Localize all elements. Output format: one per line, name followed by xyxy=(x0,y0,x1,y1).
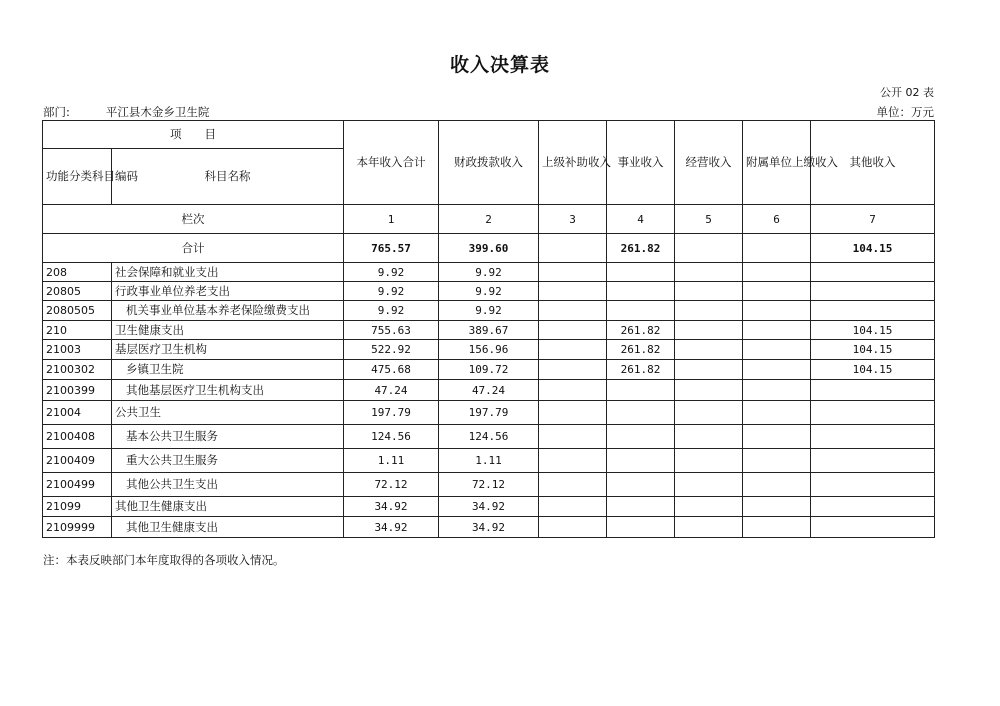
row-value xyxy=(743,517,811,538)
row-value: 124.56 xyxy=(439,425,539,449)
row-value xyxy=(811,473,935,497)
row-name: 其他公共卫生支出 xyxy=(112,473,344,497)
table-row xyxy=(43,301,935,321)
header-col-7: 其他收入 xyxy=(811,121,935,205)
column-number: 6 xyxy=(743,205,811,234)
row-value: 9.92 xyxy=(439,282,539,301)
total-value: 399.60 xyxy=(439,234,539,263)
row-value xyxy=(607,517,675,538)
header-name: 科目名称 xyxy=(112,149,344,205)
row-value xyxy=(743,425,811,449)
row-value: 1.11 xyxy=(439,449,539,473)
row-value xyxy=(811,301,935,321)
row-value xyxy=(607,425,675,449)
row-value xyxy=(675,380,743,401)
row-value xyxy=(743,301,811,321)
row-value xyxy=(811,425,935,449)
row-value xyxy=(743,263,811,282)
row-value xyxy=(743,497,811,517)
page-title: 收入决算表 xyxy=(449,54,550,76)
row-value: 755.63 xyxy=(344,321,439,340)
row-value xyxy=(743,473,811,497)
table-row xyxy=(43,425,935,449)
header-col-1: 本年收入合计 xyxy=(344,121,439,205)
header-col-6: 附属单位上缴收入 xyxy=(743,121,811,205)
row-value xyxy=(539,263,607,282)
table-row xyxy=(43,517,935,538)
row-value xyxy=(539,301,607,321)
row-value xyxy=(675,517,743,538)
row-code: 2109999 xyxy=(43,517,112,538)
department-value: 平江县木金乡卫生院 xyxy=(105,105,210,119)
unit-label: 单位：万元 xyxy=(876,105,934,119)
row-value xyxy=(811,497,935,517)
column-number: 5 xyxy=(675,205,743,234)
table-row xyxy=(43,497,935,517)
row-value xyxy=(607,449,675,473)
row-name: 基本公共卫生服务 xyxy=(112,425,344,449)
row-value: 9.92 xyxy=(344,301,439,321)
row-value xyxy=(675,321,743,340)
column-number: 7 xyxy=(811,205,935,234)
row-value: 197.79 xyxy=(344,401,439,425)
table-row xyxy=(43,321,935,340)
row-value xyxy=(607,301,675,321)
row-value xyxy=(607,263,675,282)
row-code: 2100302 xyxy=(43,360,112,380)
row-name: 卫生健康支出 xyxy=(112,321,344,340)
row-value: 34.92 xyxy=(439,497,539,517)
row-value: 261.82 xyxy=(607,321,675,340)
row-code: 21004 xyxy=(43,401,112,425)
column-number: 1 xyxy=(344,205,439,234)
row-value xyxy=(743,380,811,401)
row-value: 522.92 xyxy=(344,340,439,360)
table-row xyxy=(43,340,935,360)
row-code: 210 xyxy=(43,321,112,340)
row-code: 208 xyxy=(43,263,112,282)
row-value xyxy=(743,401,811,425)
row-value: 104.15 xyxy=(811,340,935,360)
row-value: 104.15 xyxy=(811,321,935,340)
row-name: 基层医疗卫生机构 xyxy=(112,340,344,360)
total-value: 104.15 xyxy=(811,234,935,263)
row-value xyxy=(539,282,607,301)
row-name: 机关事业单位基本养老保险缴费支出 xyxy=(112,301,344,321)
total-value xyxy=(743,234,811,263)
row-value xyxy=(675,401,743,425)
row-value: 72.12 xyxy=(439,473,539,497)
row-value xyxy=(607,473,675,497)
row-code: 21099 xyxy=(43,497,112,517)
total-value xyxy=(539,234,607,263)
row-value xyxy=(811,380,935,401)
row-value xyxy=(539,425,607,449)
row-value xyxy=(675,360,743,380)
row-value xyxy=(675,425,743,449)
row-value: 34.92 xyxy=(344,517,439,538)
row-value xyxy=(811,282,935,301)
row-value xyxy=(607,401,675,425)
row-value xyxy=(539,380,607,401)
total-value: 261.82 xyxy=(607,234,675,263)
income-table xyxy=(42,120,935,538)
row-value xyxy=(607,282,675,301)
row-value: 156.96 xyxy=(439,340,539,360)
department-label: 部门: xyxy=(43,105,70,119)
row-code: 2100499 xyxy=(43,473,112,497)
row-value xyxy=(675,282,743,301)
row-value xyxy=(743,360,811,380)
row-value: 72.12 xyxy=(344,473,439,497)
row-value xyxy=(811,517,935,538)
row-value xyxy=(675,301,743,321)
row-value: 104.15 xyxy=(811,360,935,380)
row-value xyxy=(743,340,811,360)
row-value xyxy=(675,473,743,497)
row-value xyxy=(539,497,607,517)
table-row xyxy=(43,401,935,425)
row-value xyxy=(539,340,607,360)
row-value xyxy=(607,380,675,401)
total-value xyxy=(675,234,743,263)
row-value xyxy=(675,497,743,517)
row-code: 21003 xyxy=(43,340,112,360)
row-value xyxy=(675,263,743,282)
row-value xyxy=(607,497,675,517)
table-row xyxy=(43,473,935,497)
table-row xyxy=(43,360,935,380)
row-value xyxy=(811,401,935,425)
row-name: 公共卫生 xyxy=(112,401,344,425)
row-name: 其他卫生健康支出 xyxy=(112,517,344,538)
row-value xyxy=(743,321,811,340)
row-value: 47.24 xyxy=(439,380,539,401)
row-value: 124.56 xyxy=(344,425,439,449)
row-value xyxy=(539,401,607,425)
row-value: 9.92 xyxy=(344,282,439,301)
row-value: 9.92 xyxy=(344,263,439,282)
row-value xyxy=(539,360,607,380)
row-name: 乡镇卫生院 xyxy=(112,360,344,380)
table-row xyxy=(43,380,935,401)
header-col-2: 财政拨款收入 xyxy=(439,121,539,205)
row-value: 197.79 xyxy=(439,401,539,425)
row-value: 34.92 xyxy=(439,517,539,538)
table-row xyxy=(43,282,935,301)
header-col-5: 经营收入 xyxy=(675,121,743,205)
row-value xyxy=(811,449,935,473)
row-value: 261.82 xyxy=(607,340,675,360)
total-label: 合计 xyxy=(43,234,344,263)
row-value: 261.82 xyxy=(607,360,675,380)
row-value xyxy=(539,517,607,538)
row-value xyxy=(743,449,811,473)
row-value: 47.24 xyxy=(344,380,439,401)
row-value xyxy=(811,263,935,282)
header-col-4: 事业收入 xyxy=(607,121,675,205)
row-name: 其他卫生健康支出 xyxy=(112,497,344,517)
column-number-label: 栏次 xyxy=(43,205,344,234)
row-value xyxy=(743,282,811,301)
row-value: 9.92 xyxy=(439,263,539,282)
row-name: 其他基层医疗卫生机构支出 xyxy=(112,380,344,401)
row-value: 34.92 xyxy=(344,497,439,517)
row-value: 109.72 xyxy=(439,360,539,380)
header-code: 功能分类科目编码 xyxy=(43,149,112,205)
row-code: 2100409 xyxy=(43,449,112,473)
column-number: 2 xyxy=(439,205,539,234)
header-item: 项 目 xyxy=(43,121,344,149)
column-number: 4 xyxy=(607,205,675,234)
row-value xyxy=(675,340,743,360)
row-value: 9.92 xyxy=(439,301,539,321)
department xyxy=(43,104,209,120)
row-value xyxy=(675,449,743,473)
footnote: 注：本表反映部门本年度取得的各项收入情况。 xyxy=(43,553,285,567)
row-value: 475.68 xyxy=(344,360,439,380)
row-code: 20805 xyxy=(43,282,112,301)
table-row xyxy=(43,449,935,473)
table-row xyxy=(43,263,935,282)
row-value xyxy=(539,449,607,473)
row-name: 重大公共卫生服务 xyxy=(112,449,344,473)
column-number: 3 xyxy=(539,205,607,234)
row-code: 2100408 xyxy=(43,425,112,449)
row-name: 社会保障和就业支出 xyxy=(112,263,344,282)
row-value: 389.67 xyxy=(439,321,539,340)
row-code: 2100399 xyxy=(43,380,112,401)
row-value xyxy=(539,473,607,497)
total-value: 765.57 xyxy=(344,234,439,263)
row-code: 2080505 xyxy=(43,301,112,321)
form-number: 公开 02 表 xyxy=(880,86,934,99)
row-value xyxy=(539,321,607,340)
row-value: 1.11 xyxy=(344,449,439,473)
header-col-3: 上级补助收入 xyxy=(539,121,607,205)
row-name: 行政事业单位养老支出 xyxy=(112,282,344,301)
